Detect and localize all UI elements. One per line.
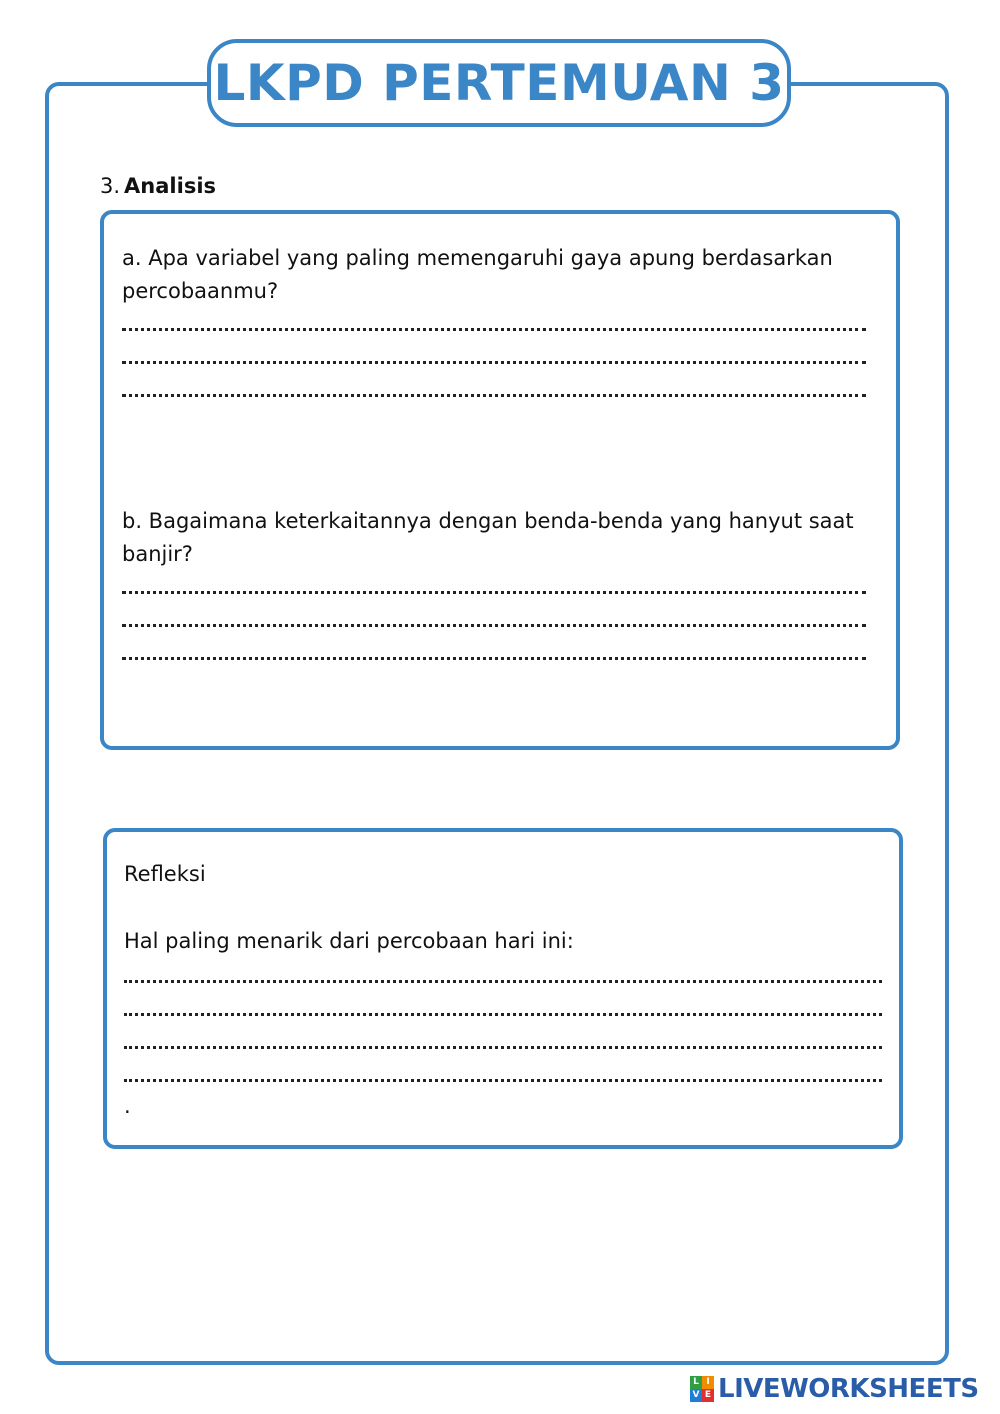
watermark-text: LIVEWORKSHEETS bbox=[718, 1374, 979, 1404]
refleksi-box bbox=[103, 828, 903, 1149]
refleksi-line-3[interactable] bbox=[124, 1046, 882, 1049]
refleksi-line-4[interactable] bbox=[124, 1079, 882, 1082]
liveworksheets-watermark bbox=[690, 1374, 979, 1404]
refleksi-line-1[interactable] bbox=[124, 980, 882, 983]
page-title: LKPD PERTEMUAN 3 bbox=[213, 54, 785, 112]
logo-letter-i: I bbox=[702, 1376, 714, 1389]
answer-line-b3[interactable] bbox=[122, 657, 866, 660]
logo-letter-e: E bbox=[702, 1389, 714, 1402]
answer-line-a2[interactable] bbox=[122, 361, 866, 364]
liveworksheets-logo-icon bbox=[690, 1376, 714, 1402]
title-banner bbox=[207, 39, 791, 127]
answer-line-a3[interactable] bbox=[122, 394, 866, 397]
refleksi-trailing-dot: . bbox=[124, 1094, 131, 1118]
refleksi-line-2[interactable] bbox=[124, 1013, 882, 1016]
question-a: a. Apa variabel yang paling memengaruhi gaya apung berdasarkan percobaanmu? bbox=[122, 246, 833, 303]
refleksi-prompt: Hal paling menarik dari percobaan hari ini: bbox=[124, 929, 574, 953]
answer-line-a1[interactable] bbox=[122, 328, 866, 331]
question-b: b. Bagaimana keterkaitannya dengan benda-benda yang hanyut saat banjir? bbox=[122, 509, 854, 566]
refleksi-heading: Refleksi bbox=[124, 862, 206, 886]
answer-line-b2[interactable] bbox=[122, 624, 866, 627]
logo-letter-l: L bbox=[690, 1376, 702, 1389]
section-heading bbox=[100, 174, 216, 198]
analisis-box bbox=[100, 210, 900, 750]
section-label: Analisis bbox=[124, 174, 217, 198]
section-number: 3. bbox=[100, 174, 121, 198]
logo-letter-v: V bbox=[690, 1389, 702, 1402]
answer-line-b1[interactable] bbox=[122, 591, 866, 594]
